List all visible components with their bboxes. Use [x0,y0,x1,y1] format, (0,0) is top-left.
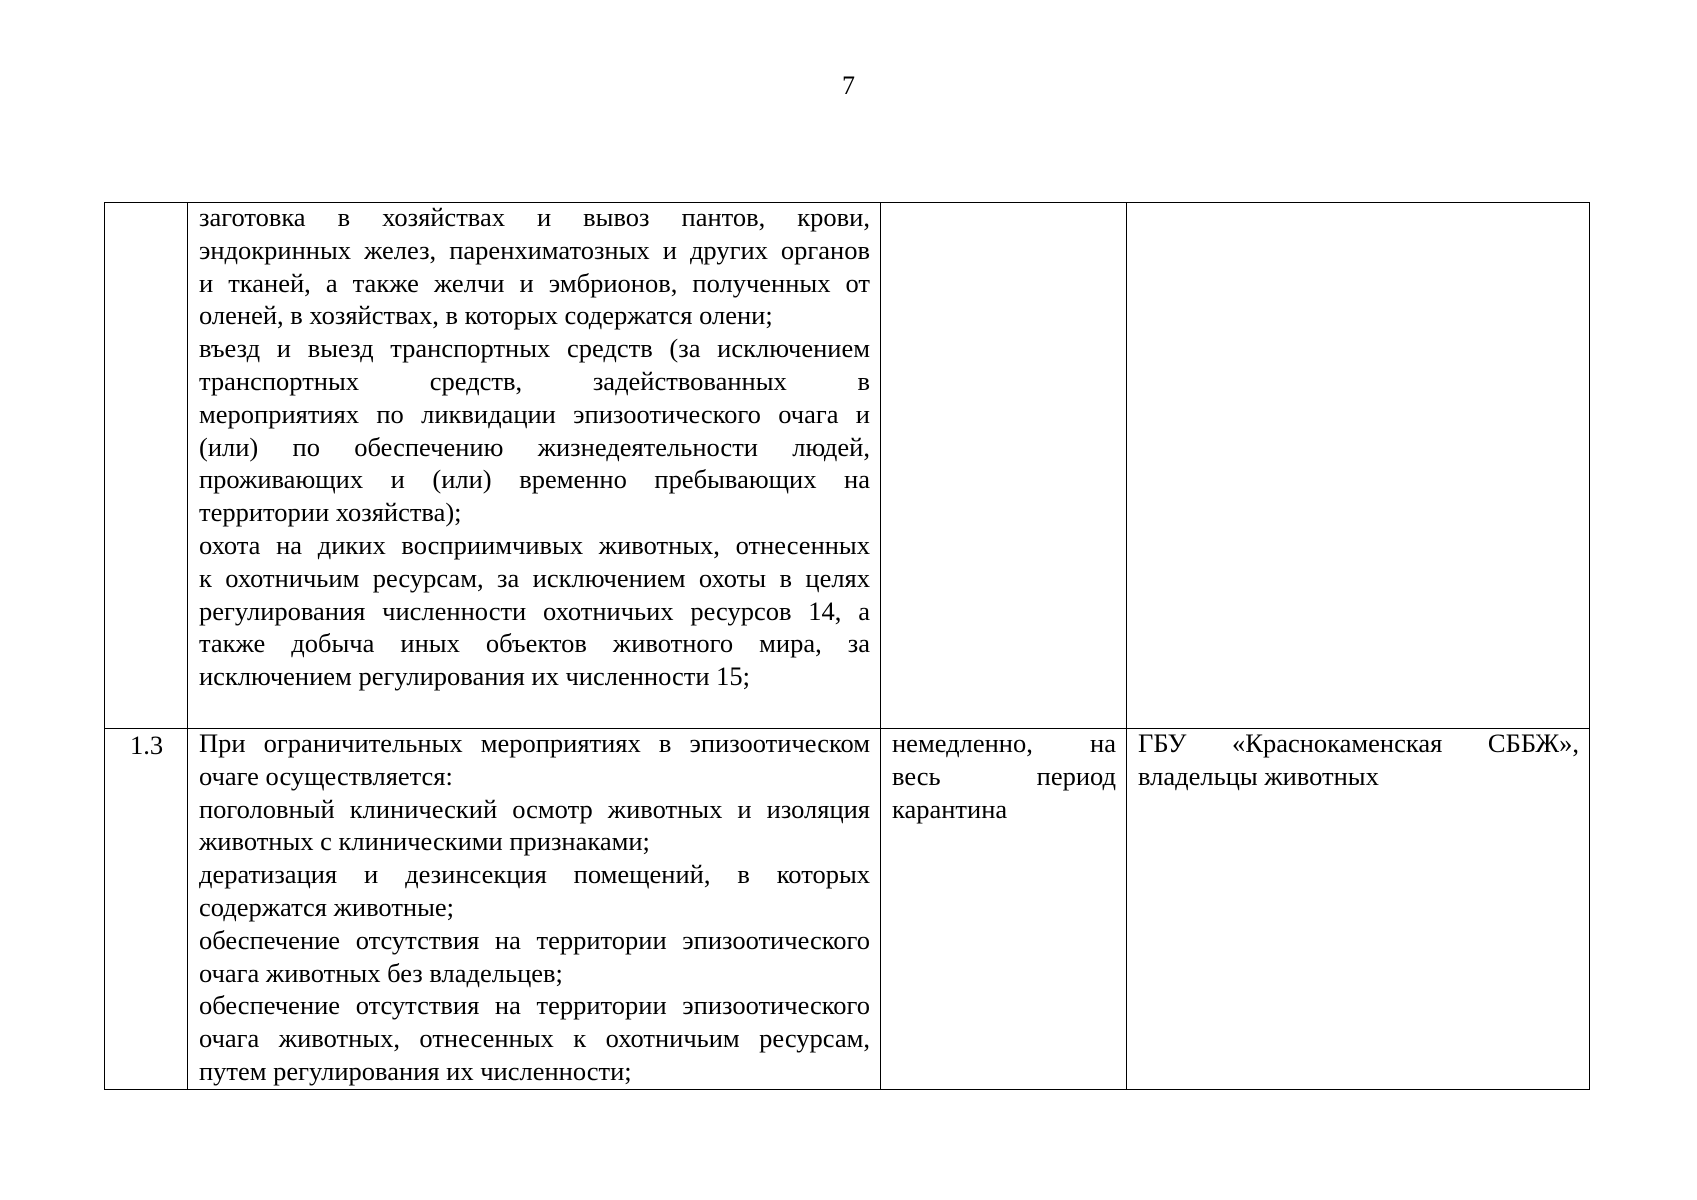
measure-description-cell [188,729,881,1090]
text-line: транспортных средств, задействованных в [199,365,870,396]
row-number: 1.3 [129,730,164,760]
executor-cell [1127,729,1590,1090]
text-line: обеспечение отсутствия на территории эпизоотического [199,990,870,1021]
row-number-cell [105,203,188,729]
term-text [881,727,1126,825]
text-line: охота на диких восприимчивых животных, отнесенных [199,529,870,560]
text-line: очаге осуществляется: [199,760,453,791]
measures-table [104,202,1590,1090]
text-line: владельцы животных [1138,760,1379,791]
measure-description-cell [188,203,881,729]
text-line: весь период [892,760,1116,791]
term-cell [881,203,1127,729]
text-line: исключением регулирования их численности 15; [199,661,751,692]
text-line: обеспечение отсутствия на территории эпизоотического [199,924,870,955]
text-line: к охотничьим ресурсам, за исключением охоты в целях [199,562,870,593]
text-line: При ограничительных мероприятиях в эпизоотическом [199,728,870,758]
measure-description [188,727,880,1088]
text-line: въезд и выезд транспортных средств (за исключением [199,333,870,364]
text-line: очага животных без владельцев; [199,957,563,988]
text-line: заготовка в хозяйствах и вывоз пантов, крови, [199,202,870,232]
text-line: оленей, в хозяйствах, в которых содержатся олени; [199,300,773,331]
text-line: очага животных, отнесенных к охотничьим ресурсам, [199,1023,870,1054]
measure-description [188,201,880,693]
text-line: карантина [892,793,1008,824]
page-number: 7 [842,71,855,100]
text-line: территории хозяйства); [199,497,462,528]
text-line: поголовный клинический осмотр животных и изоляция [199,793,870,824]
table-row [105,203,1590,729]
text-line: ГБУ «Краснокаменская СББЖ», [1138,728,1579,758]
text-line: содержатся животные; [199,891,455,922]
executor-text [1127,727,1589,793]
text-line: также добыча иных объектов животного мира, за [199,628,870,659]
text-line: немедленно, на [892,728,1116,758]
executor-cell [1127,203,1590,729]
text-line: дератизация и дезинсекция помещений, в которых [199,859,870,890]
table-row [105,729,1590,1090]
text-line: животных с клиническими признаками; [199,826,650,857]
text-line: проживающих и (или) временно пребывающих на [199,464,870,495]
term-cell [881,729,1127,1090]
text-line: путем регулирования их численности; [199,1055,632,1086]
row-number-cell [105,729,188,1090]
text-line: мероприятиях по ликвидации эпизоотического очага и [199,398,870,429]
text-line: эндокринных желез, паренхиматозных и других органов [199,234,870,265]
text-line: регулирования численности охотничьих ресурсов 14, а [199,595,870,626]
text-line: и тканей, а также желчи и эмбрионов, полученных от [199,267,870,298]
text-line: (или) по обеспечению жизнедеятельности людей, [199,431,870,462]
